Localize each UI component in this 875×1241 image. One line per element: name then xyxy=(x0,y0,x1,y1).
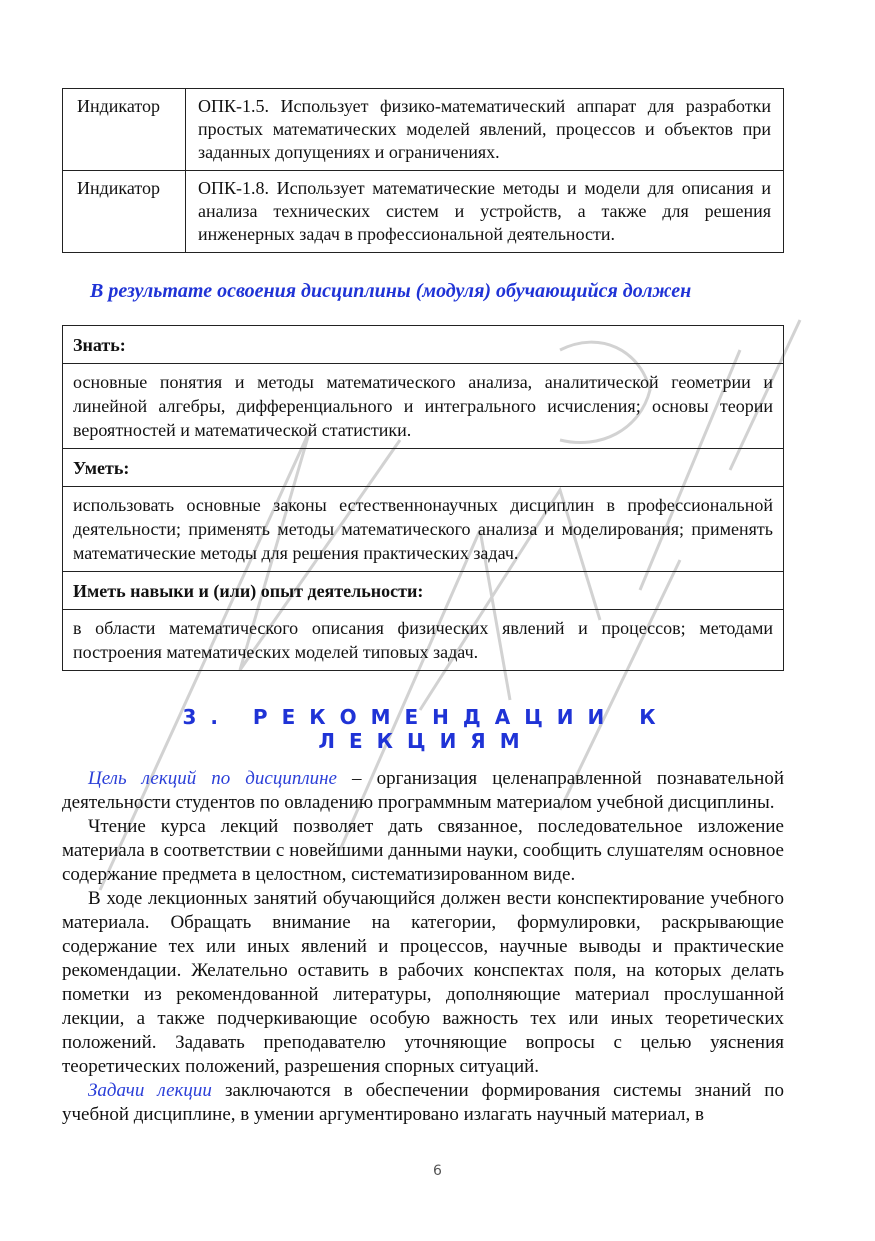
indicator-text: ОПК-1.5. Использует физико-математический аппарат для разработки простых математических моделей явлений, процессов и объектов при заданных допущениях и ограничениях. xyxy=(186,89,784,171)
paragraph-text: заключаются в обеспечении формирования системы знаний по учебной дисциплине, в умении аргументировано излагать научный материал, в xyxy=(62,1080,784,1125)
table-row xyxy=(63,89,784,171)
indicator-text: ОПК-1.8. Использует математические методы и модели для описания и анализа технических систем и устройств, а также для решения инженерных задач в профессиональной деятельности. xyxy=(186,171,784,253)
term-lecture-tasks: Задачи лекции xyxy=(88,1080,212,1101)
paragraph-lecture-tasks xyxy=(62,1079,784,1127)
paragraph-note-taking: В ходе лекционных занятий обучающийся должен вести конспектирование учебного материала. Обращать внимание на категории, формулировки, раскрывающие содержание тех или иных явлений и процессов, научные выводы и практические рекомендации. Желательно оставить в рабочих конспектах поля, на которых делать пометки из рекомендованной литературы, дополняющие материал прослушанной лекции, а также подчеркивающие особую важность тех или иных теоретических положений. Задавать преподавателю уточняющие вопросы с целью уяснения теоретических положений, разрешения спорных ситуаций. xyxy=(62,888,784,1077)
table-row xyxy=(63,171,784,253)
indicators-table xyxy=(62,88,784,253)
paragraph-lecture-reading: Чтение курса лекций позволяет дать связанное, последовательное изложение материала в соответствии с новейшими данными науки, сообщить слушателям основное содержание предмета в целостном, систематизированном виде. xyxy=(62,816,784,885)
requirement-text-know: основные понятия и методы математического анализа, аналитической геометрии и линейной алгебры, дифференциального и интегрального исчисления; основы теории вероятностей и математической статистики. xyxy=(63,364,784,449)
page-content xyxy=(62,88,784,1127)
page-number: 6 xyxy=(433,1163,442,1179)
requirement-heading-know: Знать: xyxy=(63,326,784,364)
indicator-label: Индикатор xyxy=(63,89,186,171)
section-title: 3. РЕКОМЕНДАЦИИ К ЛЕКЦИЯМ xyxy=(182,705,670,753)
requirement-text-can: использовать основные законы естественнонаучных дисциплин в профессиональной деятельности; применять методы математического анализа и моделирования; применять математические методы для решения практических задач. xyxy=(63,487,784,572)
indicator-label: Индикатор xyxy=(63,171,186,253)
term-lecture-goal: Цель лекций по дисциплине xyxy=(88,768,337,789)
paragraph-lecture-goal xyxy=(62,767,784,815)
result-heading: В результате освоения дисциплины (модуля) обучающийся должен xyxy=(90,280,692,302)
requirement-text-skills: в области математического описания физических явлений и процессов; методами построения математических моделей типовых задач. xyxy=(63,610,784,671)
requirements-table xyxy=(62,325,784,671)
paragraph-text: – организация целенаправленной познавательной деятельности студентов по овладению программным материалом учебной дисциплины. xyxy=(62,768,784,813)
requirement-heading-skills: Иметь навыки и (или) опыт деятельности: xyxy=(63,572,784,610)
requirement-heading-can: Уметь: xyxy=(63,449,784,487)
